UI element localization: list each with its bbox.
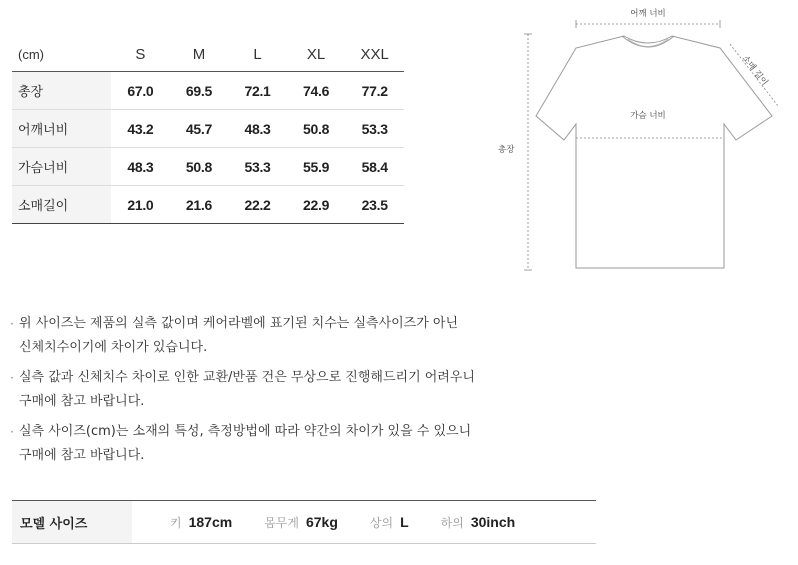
- shoulder-width-label: 어깨 너비: [630, 9, 666, 19]
- table-cell: 48.3: [127, 158, 154, 175]
- bullet-icon: ·: [10, 371, 14, 385]
- note-text: 위 사이즈는 제품의 실측 값이며 케어라벨에 표기된 치수는 실측사이즈가 아닌 신체치수이기에 차이가 있습니다.: [19, 316, 459, 355]
- table-row: [12, 72, 404, 110]
- model-height: [170, 514, 232, 531]
- row-label: 총장: [12, 72, 111, 110]
- sleeve-length-label: 소매 길이: [739, 53, 770, 88]
- table-cell: 72.1: [244, 82, 271, 99]
- table-cell: 69.5: [185, 82, 212, 99]
- height-label: 키: [170, 515, 182, 530]
- note-text: 실측 사이즈(cm)는 소재의 특성, 측정방법에 따라 약간의 차이가 있을 수 있으니 구매에 참고 바랍니다.: [19, 424, 472, 463]
- top-value: L: [400, 513, 409, 530]
- model-size-title: 모델 사이즈: [12, 501, 132, 543]
- table-cell: 77.2: [361, 82, 388, 99]
- size-notes: [10, 312, 570, 474]
- size-column-header: M: [192, 46, 206, 63]
- model-stats: [132, 514, 547, 531]
- table-cell: 50.8: [303, 120, 330, 137]
- table-cell: 22.9: [303, 196, 330, 213]
- table-cell: 48.3: [244, 120, 271, 137]
- row-label: 소매길이: [12, 186, 111, 224]
- length-label: 총장: [498, 145, 515, 155]
- row-label: 어깨너비: [12, 110, 111, 148]
- top-label: 상의: [369, 515, 394, 530]
- bullet-icon: ·: [10, 317, 14, 331]
- size-table-header: [12, 38, 404, 72]
- table-cell: 23.5: [361, 196, 388, 213]
- bottom-value: 30inch: [470, 513, 516, 530]
- note-text: 실측 값과 신체치수 차이로 인한 교환/반품 건은 무상으로 진행해드리기 어려우니 구매에 참고 바랍니다.: [19, 370, 475, 409]
- model-top-size: [370, 514, 409, 531]
- size-column-header: L: [253, 46, 262, 63]
- model-weight: [264, 514, 338, 531]
- shoulder-dimension-line: [576, 20, 720, 28]
- table-cell: 21.0: [127, 196, 154, 213]
- list-item: [10, 366, 570, 414]
- tshirt-outline: [536, 36, 772, 268]
- weight-value: 67kg: [305, 513, 338, 530]
- list-item: [10, 420, 570, 468]
- table-row: [12, 110, 404, 148]
- size-column-header: S: [135, 46, 146, 63]
- table-cell: 53.3: [244, 158, 271, 175]
- table-cell: 58.4: [361, 158, 388, 175]
- list-item: [10, 312, 570, 360]
- table-cell: 55.9: [303, 158, 330, 175]
- table-cell: 22.2: [244, 196, 271, 213]
- tshirt-measurement-diagram: [490, 0, 790, 280]
- bottom-label: 하의: [440, 515, 464, 530]
- length-dimension-line: [524, 34, 532, 270]
- size-column-header: XL: [306, 46, 326, 63]
- size-table: [12, 38, 404, 224]
- table-cell: 50.8: [185, 158, 212, 175]
- weight-label: 몸무게: [264, 515, 299, 530]
- size-column-header: XXL: [360, 46, 389, 63]
- row-label: 가슴너비: [12, 148, 111, 186]
- table-cell: 43.2: [127, 120, 154, 137]
- table-row: [12, 148, 404, 186]
- table-cell: 45.7: [185, 120, 212, 137]
- table-cell: 67.0: [127, 82, 154, 99]
- table-row: [12, 186, 404, 224]
- model-size-bar: [12, 500, 596, 544]
- model-bottom-size: [441, 514, 516, 531]
- unit-label: (cm): [18, 47, 44, 62]
- table-cell: 21.6: [185, 196, 212, 213]
- height-value: 187cm: [188, 513, 233, 530]
- table-cell: 53.3: [361, 120, 388, 137]
- table-cell: 74.6: [303, 82, 330, 99]
- chest-width-label: 가슴 너비: [630, 111, 666, 121]
- bullet-icon: ·: [10, 425, 14, 439]
